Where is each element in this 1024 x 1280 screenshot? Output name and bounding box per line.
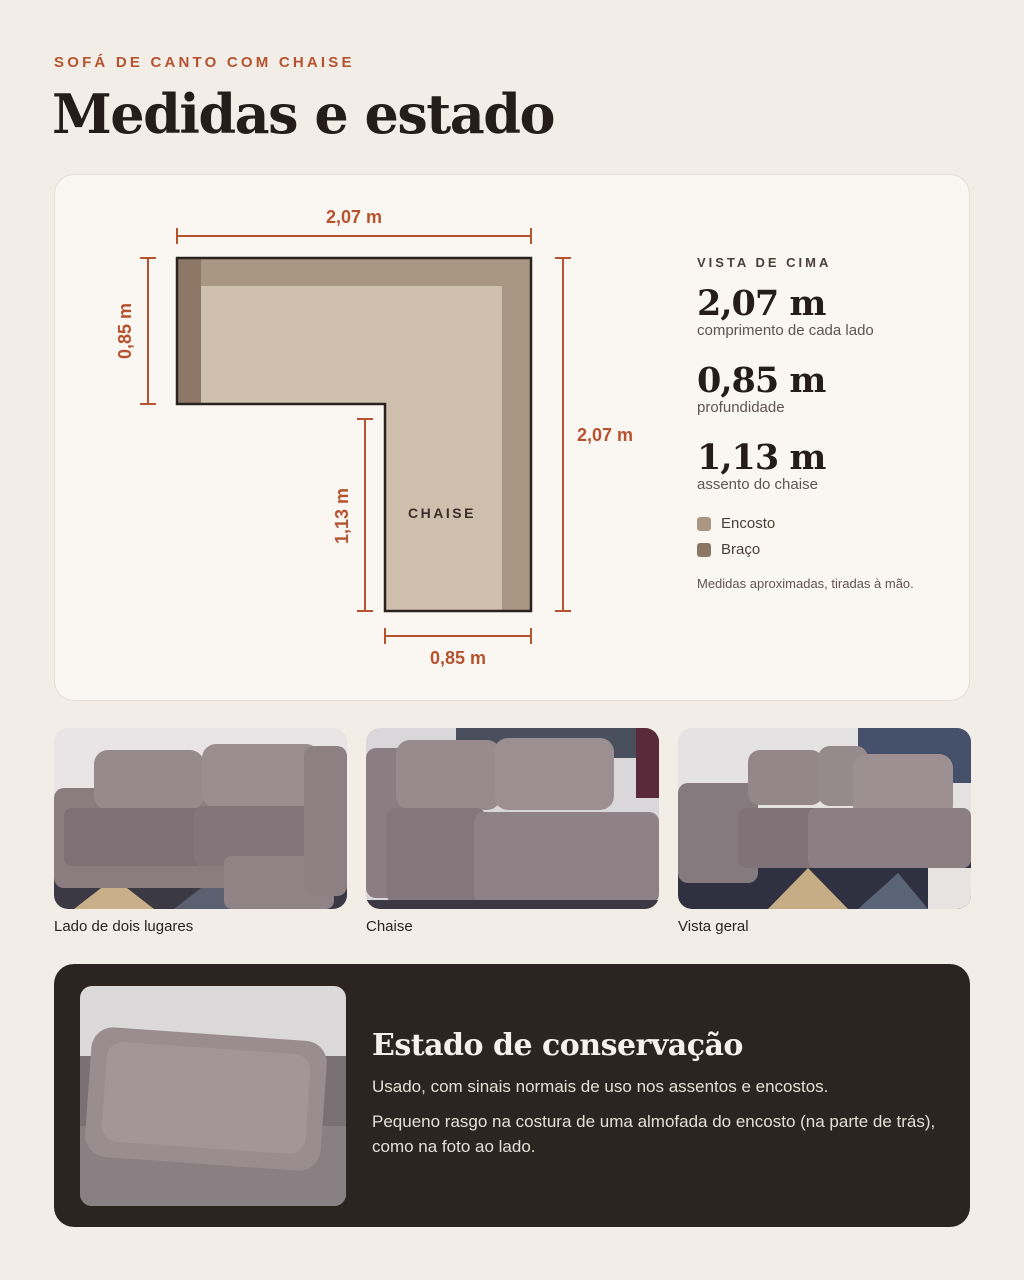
dimension-top: [177, 228, 531, 244]
spec-value: 1,13 m: [697, 437, 826, 478]
legend-swatch-encosto: [697, 517, 711, 531]
diagram-card: [54, 174, 970, 701]
photo-caption: Lado de dois lugares: [54, 918, 194, 935]
photo-overview: [678, 728, 971, 909]
dimension-bottom-label: 0,85 m: [429, 648, 487, 668]
dimension-chaise-inner: [357, 419, 373, 611]
condition-text-usage: Usado, com sinais normais de uso nos assentos e encostos.: [372, 1077, 829, 1096]
photo-caption: Chaise: [366, 918, 413, 935]
sofa-photo-image: [54, 728, 347, 909]
dimension-right-label: 2,07 m: [577, 425, 634, 445]
dimension-right: [555, 258, 571, 611]
cushion-photo-image: [80, 986, 346, 1206]
legend-item-braco: [697, 541, 957, 558]
spec-item: [697, 284, 957, 339]
dimension-top-label: 2,07 m: [325, 207, 383, 227]
spec-item: [697, 361, 957, 416]
condition-title: Estado de conservação: [372, 1028, 743, 1063]
spec-caption: comprimento de cada lado: [697, 322, 874, 339]
specs-heading: VISTA DE CIMA: [697, 255, 832, 270]
page-title: Medidas e estado: [52, 82, 554, 146]
sofa-backrest-top: [201, 258, 531, 286]
photo-two-seater: [54, 728, 347, 909]
condition-text-damage: Pequeno rasgo na costura de uma almofada do encosto (na parte de trás), como na foto ao lado.: [372, 1112, 936, 1156]
spec-item: [697, 438, 957, 493]
dimension-chaise-inner-label: 1,13 m: [332, 487, 352, 545]
spec-value: 0,85 m: [697, 360, 826, 401]
legend-item-encosto: [697, 515, 957, 532]
spec-caption: assento do chaise: [697, 476, 818, 493]
legend-label: Braço: [721, 541, 761, 558]
spec-caption: profundidade: [697, 399, 785, 416]
specs-panel: [697, 255, 957, 591]
chaise-label: CHAISE: [408, 505, 476, 521]
measurement-note: Medidas aproximadas, tiradas à mão.: [697, 576, 914, 591]
dimension-bottom: [385, 628, 531, 644]
sofa-seat-area: [177, 258, 531, 611]
dimension-left-label: 0,85 m: [115, 302, 135, 360]
legend-swatch-braco: [697, 543, 711, 557]
legend-label: Encosto: [721, 515, 776, 532]
sofa-backrest-right: [502, 286, 531, 611]
sofa-photo-image: [678, 728, 971, 909]
photo-caption: Vista geral: [678, 918, 749, 935]
condition-card: [54, 964, 970, 1227]
dimension-left: [140, 258, 156, 404]
photo-chaise: [366, 728, 659, 909]
condition-photo: [80, 986, 346, 1206]
eyebrow: SOFÁ DE CANTO COM CHAISE: [54, 54, 355, 71]
spec-value: 2,07 m: [697, 283, 826, 324]
sofa-arm-left: [177, 258, 201, 404]
sofa-photo-image: [366, 728, 659, 909]
